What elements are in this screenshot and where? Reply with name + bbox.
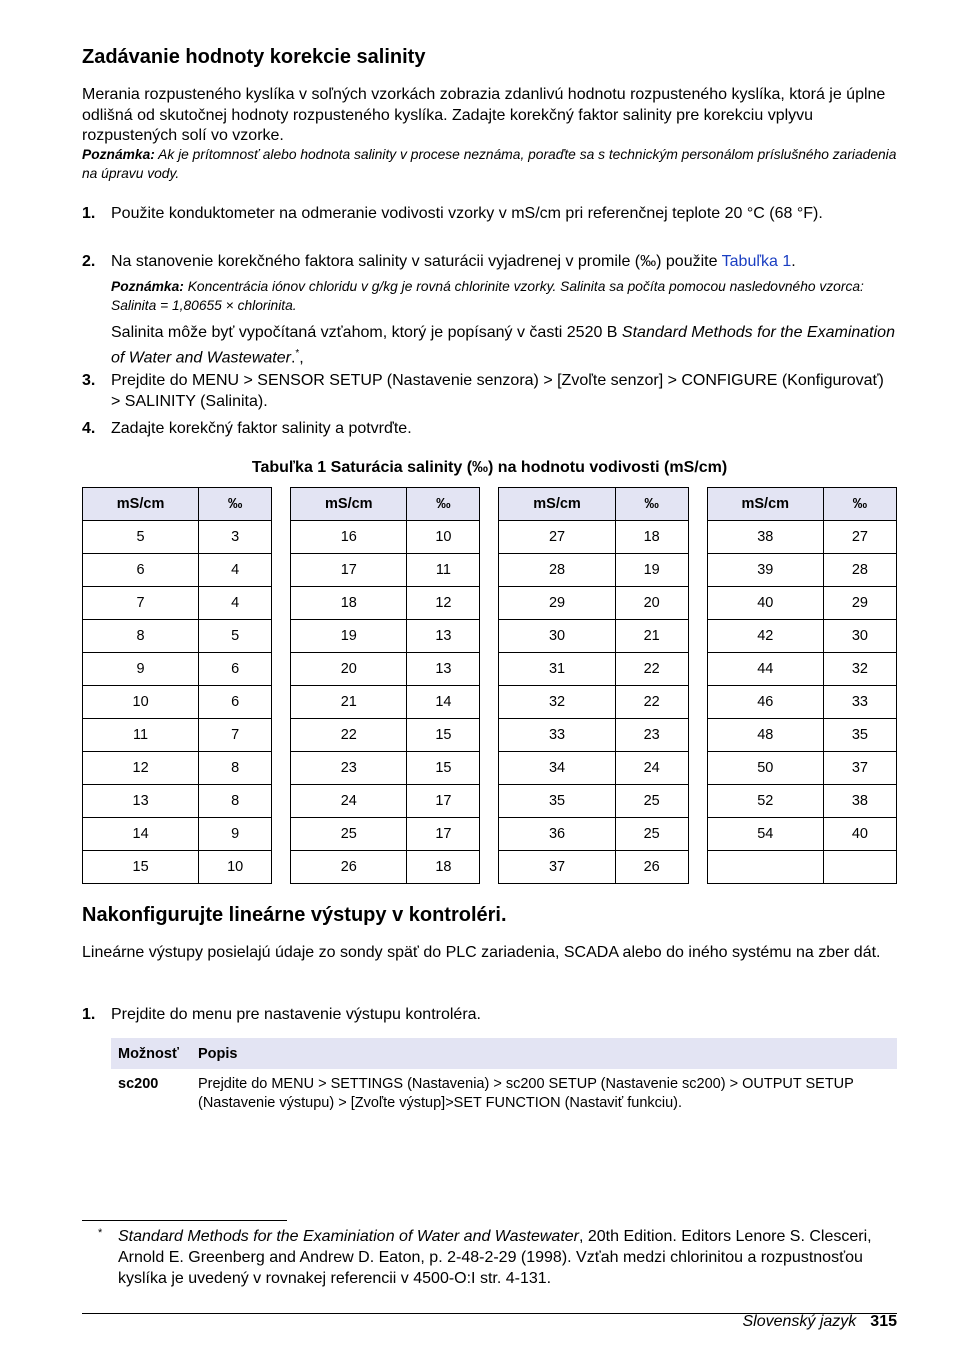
options-table [111,1038,897,1119]
cell-permille: 13 [407,653,480,686]
column-gap [688,785,707,818]
header-ms: mS/cm [499,488,615,521]
step-number: 1. [82,205,96,222]
cell-permille: 35 [823,719,896,752]
table-1-caption: Tabuľka 1 Saturácia salinity (‰) na hodnotu vodivosti (mS/cm) [251,459,728,476]
cell-permille: 12 [407,587,480,620]
output-step-1 [82,1004,897,1025]
cell-permille: 25 [615,785,688,818]
cell-permille: 29 [823,587,896,620]
cell-permille: 25 [615,818,688,851]
header-ms: mS/cm [707,488,823,521]
header-permille: ‰ [823,488,896,521]
cell-ms: 20 [291,653,407,686]
cell-permille: 17 [407,818,480,851]
cell-permille: 4 [199,587,272,620]
cell-ms: 31 [499,653,615,686]
column-gap [480,488,499,521]
cell-ms: 28 [499,554,615,587]
cell-ms: 48 [707,719,823,752]
section-title-linear-outputs: Nakonfigurujte lineárne výstupy v kontroléri. [82,904,507,926]
cell-ms: 27 [499,521,615,554]
step-text: Zadajte korekčný faktor salinity a potvrďte. [111,420,412,437]
cell-ms: 19 [291,620,407,653]
cell-permille: 4 [199,554,272,587]
cell-ms: 38 [707,521,823,554]
cell-ms: 9 [83,653,199,686]
cell-ms: 11 [83,719,199,752]
cell-permille: 8 [199,785,272,818]
salinity-table [82,487,897,884]
salinity-intro: Merania rozpusteného kyslíka v soľných vzorkách zobrazia zdanlivú hodnotu rozpusteného kyslíka, ktorá je úplne odlišná od skutočnej hodnoty rozpusteného kyslíka. Zadajte korekčný faktor salinity pre korekciu vplyvu rozpustených solí vo vzorke. [82,86,886,144]
column-gap [480,851,499,884]
note-text: Koncentrácia iónov chloridu v g/kg je rovná chlorinite vzorky. Salinita sa počíta pomocou nasledovného vzorca: Salinita = 1,80655 × chlorinita. [111,279,864,313]
cell-ms: 36 [499,818,615,851]
step-text: Použite konduktometer na odmeranie vodivosti vzorky v mS/cm pri referenčnej teplote 20 °C (68 °F). [111,205,823,222]
footnote-mark: * [98,1227,103,1239]
column-gap [480,653,499,686]
reference-title: Standard Methods for the Examination of Water and Wastewater [111,324,895,367]
footnote-marker[interactable]: * [295,348,300,359]
cell-permille: 13 [407,620,480,653]
column-gap [272,851,291,884]
cell-ms: 42 [707,620,823,653]
cell-permille: 20 [615,587,688,620]
option-name: sc200 [118,1076,159,1092]
table-row [83,653,897,686]
step-2-note [111,277,897,315]
note-label: Poznámka: [82,147,155,162]
table-row [83,587,897,620]
cell-permille: 3 [199,521,272,554]
table-header-row [83,488,897,521]
cell-ms: 21 [291,686,407,719]
footer-language: Slovenský jazyk [742,1313,857,1330]
options-header-description: Popis [191,1038,897,1069]
column-gap [480,719,499,752]
step-number: 2. [82,253,96,270]
cell-empty [823,851,896,884]
step-number: 3. [82,372,96,389]
column-gap [272,488,291,521]
cell-permille: 14 [407,686,480,719]
table-row [83,785,897,818]
cell-ms: 22 [291,719,407,752]
cell-permille: 26 [615,851,688,884]
column-gap [272,521,291,554]
cell-permille: 10 [199,851,272,884]
cell-permille: 18 [407,851,480,884]
cell-permille: 8 [199,752,272,785]
salinity-note [82,145,897,183]
column-gap [480,587,499,620]
header-ms: mS/cm [83,488,199,521]
column-gap [272,818,291,851]
option-description: Prejdite do MENU > SETTINGS (Nastavenia) > sc200 SETUP (Nastavenie sc200) > OUTPUT SETUP (Nastavenie výstupu) > [Zvoľte výstup]>SET FUNCTION (Nastaviť funkciu). [198,1076,854,1111]
cell-ms: 30 [499,620,615,653]
cell-permille: 17 [407,785,480,818]
options-header-option: Možnosť [111,1038,191,1069]
cell-ms: 32 [499,686,615,719]
column-gap [272,719,291,752]
cell-permille: 32 [823,653,896,686]
options-header-row [111,1038,897,1069]
cell-permille: 28 [823,554,896,587]
column-gap [688,653,707,686]
page-number: 315 [870,1313,897,1330]
cell-ms: 39 [707,554,823,587]
cell-ms: 52 [707,785,823,818]
cell-ms: 33 [499,719,615,752]
cell-ms: 15 [83,851,199,884]
column-gap [480,554,499,587]
cell-permille: 18 [615,521,688,554]
column-gap [480,620,499,653]
cell-ms: 7 [83,587,199,620]
cell-permille: 15 [407,752,480,785]
cell-permille: 37 [823,752,896,785]
section-title-salinity: Zadávanie hodnoty korekcie salinity [82,46,426,68]
column-gap [272,587,291,620]
cell-ms: 40 [707,587,823,620]
cell-ms: 12 [83,752,199,785]
footnote-text: Standard Methods for the Examiniation of Water and Wastewater, 20th Edition. Editors Lenore S. Clesceri, Arnold E. Greenberg and Andrew D. Eaton, p. 2-48-2-29 (1998). Vzťah medzi chlorinitou a rozpustnosťou kyslíka je uvedený v rovnakej referencii v 4500-O:I str. 4-131. [118,1228,872,1287]
cell-permille: 7 [199,719,272,752]
cell-ms: 16 [291,521,407,554]
column-gap [688,752,707,785]
note-label: Poznámka: [111,279,184,294]
table-row [83,851,897,884]
step-text: Na stanovenie korekčného faktora salinity v saturácii vyjadrenej v promile (‰) použite Tabuľka 1. [111,253,796,270]
table-row [83,620,897,653]
cell-ms: 26 [291,851,407,884]
cell-empty [707,851,823,884]
cell-ms: 6 [83,554,199,587]
table-row [83,521,897,554]
column-gap [272,785,291,818]
linear-outputs-intro: Lineárne výstupy posielajú údaje zo sondy späť do PLC zariadenia, SCADA alebo do iného systému na zber dát. [82,944,881,961]
cell-ms: 8 [83,620,199,653]
cell-ms: 54 [707,818,823,851]
cell-ms: 46 [707,686,823,719]
column-gap [688,818,707,851]
table-row [83,752,897,785]
column-gap [688,554,707,587]
cell-ms: 44 [707,653,823,686]
column-gap [480,752,499,785]
cell-permille: 22 [615,653,688,686]
table-row [83,554,897,587]
cell-ms: 18 [291,587,407,620]
cell-ms: 23 [291,752,407,785]
step-number: 4. [82,420,96,437]
cell-ms: 5 [83,521,199,554]
cell-permille: 30 [823,620,896,653]
cell-ms: 10 [83,686,199,719]
cell-permille: 24 [615,752,688,785]
column-gap [688,620,707,653]
cell-ms: 50 [707,752,823,785]
cell-permille: 9 [199,818,272,851]
column-gap [688,587,707,620]
column-gap [688,686,707,719]
cell-permille: 5 [199,620,272,653]
column-gap [480,818,499,851]
column-gap [480,785,499,818]
step-4 [82,418,897,439]
cell-permille: 6 [199,686,272,719]
cell-permille: 11 [407,554,480,587]
page-footer [742,1313,897,1331]
cell-ms: 17 [291,554,407,587]
column-gap [688,719,707,752]
cell-ms: 13 [83,785,199,818]
cell-permille: 10 [407,521,480,554]
table-1-link[interactable]: Tabuľka 1 [721,253,792,270]
footnote-reference-title: Standard Methods for the Examiniation of Water and Wastewater [118,1228,579,1245]
column-gap [688,851,707,884]
cell-ms: 25 [291,818,407,851]
step-number: 1. [82,1006,96,1023]
cell-permille: 33 [823,686,896,719]
note-text: Ak je prítomnosť alebo hodnota salinity v procese neznáma, poraďte sa s technickým personálom príslušného zariadenia na úpravu vody. [82,147,897,181]
column-gap [272,686,291,719]
step-3 [82,370,897,412]
step-2-reference: Salinita môže byť vypočítaná vzťahom, ktorý je popísaný v časti 2520 B Standard Methods for the Examination of Water and Wastewater.*, [111,324,895,367]
table-row [83,818,897,851]
cell-permille: 40 [823,818,896,851]
column-gap [480,686,499,719]
cell-ms: 14 [83,818,199,851]
header-permille: ‰ [199,488,272,521]
cell-ms: 34 [499,752,615,785]
step-text: Prejdite do MENU > SENSOR SETUP (Nastavenie senzora) > [Zvoľte senzor] > CONFIGURE (Konfigurovať) > SALINITY (Salinita). [111,372,884,410]
cell-ms: 29 [499,587,615,620]
cell-permille: 22 [615,686,688,719]
column-gap [688,488,707,521]
column-gap [272,554,291,587]
footnote [82,1226,897,1289]
column-gap [272,620,291,653]
cell-permille: 19 [615,554,688,587]
cell-permille: 6 [199,653,272,686]
cell-permille: 21 [615,620,688,653]
step-1 [82,203,897,224]
cell-permille: 15 [407,719,480,752]
footnote-divider [82,1220,287,1221]
step-text: Prejdite do menu pre nastavenie výstupu kontroléra. [111,1006,481,1023]
header-permille: ‰ [615,488,688,521]
column-gap [688,521,707,554]
header-permille: ‰ [407,488,480,521]
cell-ms: 37 [499,851,615,884]
table-row [83,686,897,719]
table-row [83,719,897,752]
column-gap [272,752,291,785]
column-gap [480,521,499,554]
cell-ms: 24 [291,785,407,818]
cell-ms: 35 [499,785,615,818]
step-2 [82,251,897,272]
cell-permille: 23 [615,719,688,752]
cell-permille: 27 [823,521,896,554]
options-row [111,1069,897,1119]
cell-permille: 38 [823,785,896,818]
column-gap [272,653,291,686]
header-ms: mS/cm [291,488,407,521]
